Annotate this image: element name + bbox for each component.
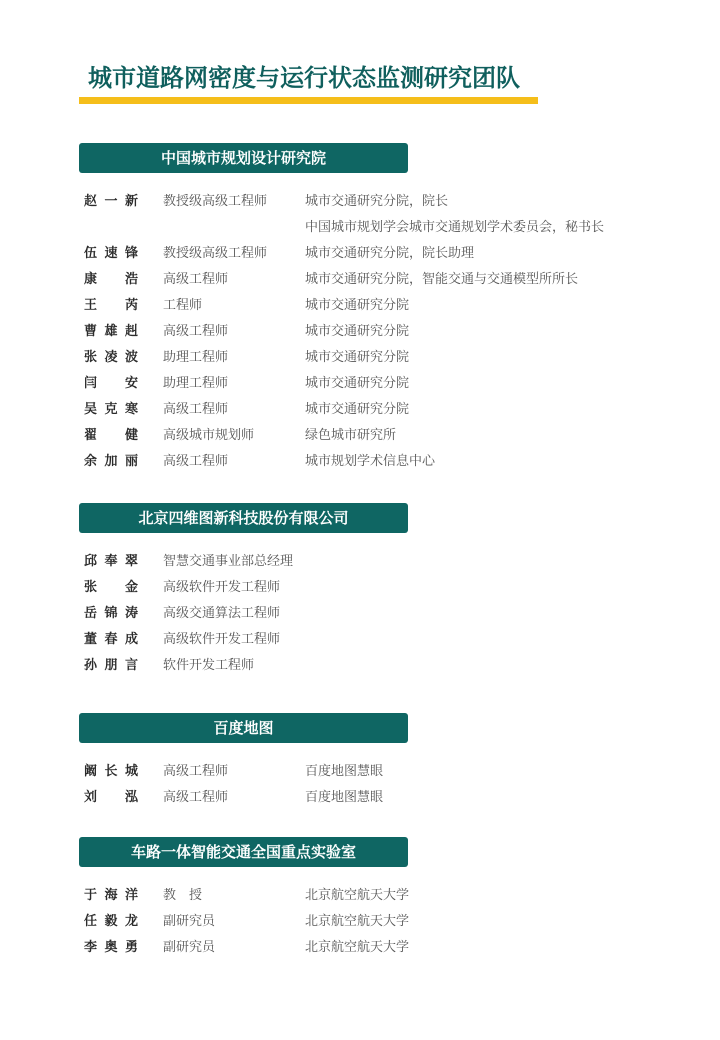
member-role: 软件开发工程师	[163, 658, 255, 673]
member-role: 高级工程师	[163, 272, 229, 287]
member-name: 刘泓	[84, 790, 138, 805]
member-name: 康浩	[84, 272, 138, 287]
member-name: 任毅龙	[84, 914, 138, 929]
member-row	[0, 319, 720, 345]
member-role: 高级软件开发工程师	[163, 580, 281, 595]
org-header: 北京四维图新科技股份有限公司	[79, 503, 408, 533]
member-affiliation: 城市交通研究分院，院长	[305, 194, 449, 209]
member-role: 副研究员	[163, 940, 216, 955]
org-header: 车路一体智能交通全国重点实验室	[79, 837, 408, 867]
page-title: 城市道路网密度与运行状态监测研究团队	[88, 64, 520, 92]
member-affiliation: 城市交通研究分院	[305, 324, 410, 339]
member-affiliation: 北京航空航天大学	[305, 888, 410, 903]
member-row	[0, 601, 720, 627]
member-role: 教授级高级工程师	[163, 194, 268, 209]
member-role: 高级软件开发工程师	[163, 632, 281, 647]
member-role: 智慧交通事业部总经理	[163, 554, 294, 569]
member-name: 张凌波	[84, 350, 138, 365]
member-list	[0, 189, 720, 475]
member-list	[0, 759, 720, 811]
member-role: 高级城市规划师	[163, 428, 255, 443]
member-role: 助理工程师	[163, 350, 229, 365]
member-role: 教授级高级工程师	[163, 246, 268, 261]
member-name: 伍速锋	[84, 246, 138, 261]
org-header: 中国城市规划设计研究院	[79, 143, 408, 173]
member-name: 赵一新	[84, 194, 138, 209]
member-name: 吴克寒	[84, 402, 138, 417]
member-row	[0, 935, 720, 961]
member-affiliation: 城市交通研究分院	[305, 402, 410, 417]
member-name: 翟健	[84, 428, 138, 443]
member-name: 岳锦涛	[84, 606, 138, 621]
member-name: 曹雄赳	[84, 324, 138, 339]
member-affiliation: 北京航空航天大学	[305, 940, 410, 955]
member-name: 阚长城	[84, 764, 138, 779]
member-row	[0, 371, 720, 397]
member-role: 助理工程师	[163, 376, 229, 391]
member-row	[0, 785, 720, 811]
title-underline	[79, 97, 538, 104]
member-affiliation: 城市交通研究分院	[305, 376, 410, 391]
member-affiliation: 城市交通研究分院，院长助理	[305, 246, 475, 261]
member-name: 王芮	[84, 298, 138, 313]
member-row	[0, 189, 720, 215]
member-role: 高级工程师	[163, 324, 229, 339]
member-row	[0, 449, 720, 475]
member-role: 高级工程师	[163, 454, 229, 469]
member-name: 邱奉翠	[84, 554, 138, 569]
member-role: 教 授	[163, 888, 203, 903]
member-name: 余加丽	[84, 454, 138, 469]
member-row	[0, 575, 720, 601]
member-name: 董春成	[84, 632, 138, 647]
member-row	[0, 759, 720, 785]
member-role: 工程师	[163, 298, 203, 313]
member-role: 高级交通算法工程师	[163, 606, 281, 621]
member-affiliation: 百度地图慧眼	[305, 764, 384, 779]
org-header: 百度地图	[79, 713, 408, 743]
member-role: 高级工程师	[163, 764, 229, 779]
member-row	[0, 653, 720, 679]
member-row	[0, 423, 720, 449]
member-role: 副研究员	[163, 914, 216, 929]
member-name: 李奥勇	[84, 940, 138, 955]
member-name: 闫安	[84, 376, 138, 391]
member-role: 高级工程师	[163, 790, 229, 805]
member-row	[0, 549, 720, 575]
member-row	[0, 267, 720, 293]
member-affiliation: 城市规划学术信息中心	[305, 454, 436, 469]
member-list	[0, 883, 720, 961]
member-row	[0, 909, 720, 935]
member-affiliation: 城市交通研究分院	[305, 350, 410, 365]
member-row	[0, 345, 720, 371]
member-affiliation: 百度地图慧眼	[305, 790, 384, 805]
member-name: 张金	[84, 580, 138, 595]
member-row	[0, 627, 720, 653]
member-affiliation: 北京航空航天大学	[305, 914, 410, 929]
member-affiliation: 绿色城市研究所	[305, 428, 397, 443]
member-affiliation: 城市交通研究分院	[305, 298, 410, 313]
member-affiliation: 城市交通研究分院，智能交通与交通模型所所长	[305, 272, 579, 287]
member-role: 高级工程师	[163, 402, 229, 417]
member-name: 孙朋言	[84, 658, 138, 673]
member-row	[0, 883, 720, 909]
member-name: 于海洋	[84, 888, 138, 903]
member-row	[0, 215, 720, 241]
member-row	[0, 241, 720, 267]
member-row	[0, 397, 720, 423]
member-affiliation: 中国城市规划学会城市交通规划学术委员会，秘书长	[305, 220, 605, 235]
member-list	[0, 549, 720, 679]
member-row	[0, 293, 720, 319]
